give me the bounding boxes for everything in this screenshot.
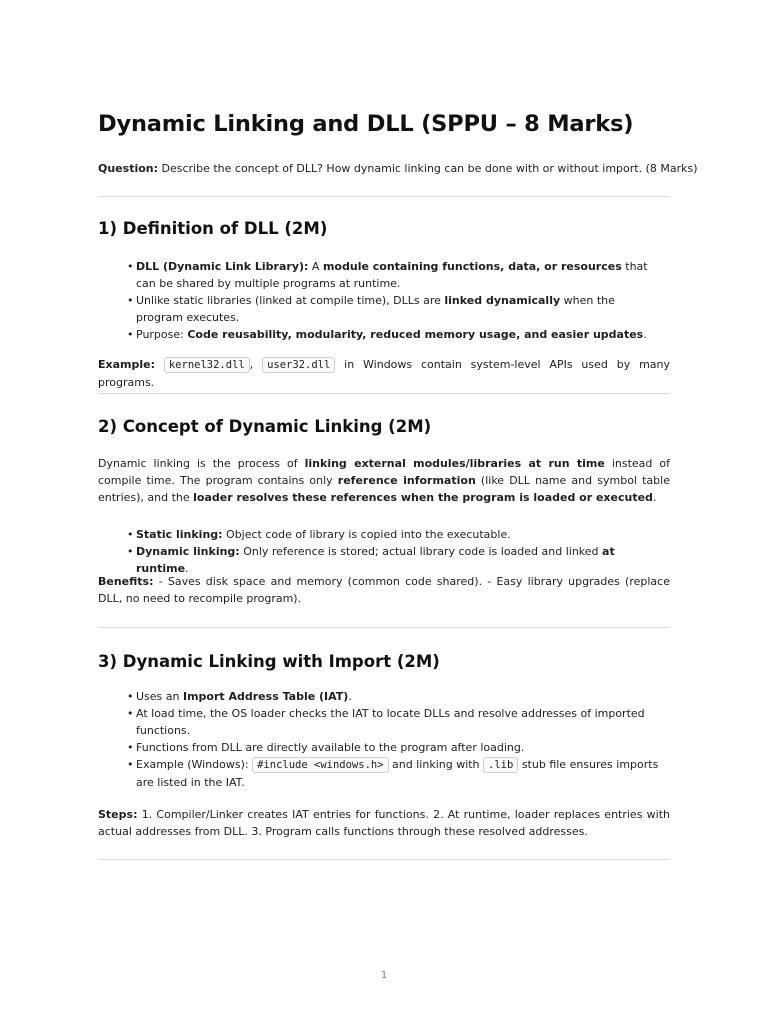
text: Dynamic linking is the process of bbox=[98, 457, 305, 470]
divider bbox=[98, 393, 670, 394]
list-item bbox=[98, 526, 670, 543]
bold-text: reference information bbox=[337, 474, 476, 487]
section-3-list bbox=[98, 688, 670, 791]
section-2-heading: 2) Concept of Dynamic Linking (2M) bbox=[98, 417, 432, 436]
benefits-label: Benefits: bbox=[98, 575, 154, 588]
text: , bbox=[249, 358, 263, 371]
text: Unlike static libraries (linked at compile time), DLLs are bbox=[136, 294, 445, 307]
text: in Windows contain system-level APIs used by many programs. bbox=[98, 358, 671, 389]
divider bbox=[98, 196, 670, 197]
section-3-heading: 3) Dynamic Linking with Import (2M) bbox=[98, 652, 440, 671]
text: . bbox=[652, 491, 657, 504]
list-item bbox=[98, 292, 670, 326]
text: At load time, the OS loader checks the IAT to locate DLLs and resolve addresses of imported functions. bbox=[136, 707, 645, 737]
list-item bbox=[98, 258, 670, 292]
section-1-heading: 1) Definition of DLL (2M) bbox=[98, 219, 328, 238]
bold-text: Code reusability, modularity, reduced memory usage, and easier updates bbox=[187, 328, 644, 341]
text: 1. Compiler/Linker creates IAT entries for functions. 2. At runtime, loader replaces entries with actual addresses from DLL. 3. Program calls functions through these resolved addresses. bbox=[98, 808, 670, 838]
text: Only reference is stored; actual library code is loaded and linked bbox=[239, 545, 603, 558]
text: . bbox=[185, 562, 189, 575]
text: stub file ensures imports are listed in the IAT. bbox=[136, 758, 659, 789]
text: . bbox=[643, 328, 647, 341]
inline-code: kernel32.dll bbox=[164, 357, 250, 373]
text: Purpose: bbox=[136, 328, 188, 341]
list-item bbox=[98, 543, 670, 577]
text: . bbox=[348, 690, 352, 703]
bold-text: linking external modules/libraries at run time bbox=[304, 457, 605, 470]
text: Object code of library is copied into the executable. bbox=[222, 528, 511, 541]
concept-paragraph bbox=[98, 455, 670, 506]
example-label: Example: bbox=[98, 358, 155, 371]
text: Example (Windows): bbox=[136, 758, 253, 771]
list-item bbox=[98, 688, 670, 705]
example-paragraph bbox=[98, 356, 670, 391]
text: instead of compile time. The program contains only bbox=[98, 457, 670, 487]
list-item bbox=[98, 705, 670, 739]
question-text: Describe the concept of DLL? How dynamic linking can be done with or without import. (8 Marks) bbox=[158, 162, 698, 175]
divider bbox=[98, 627, 670, 628]
inline-code: .lib bbox=[483, 757, 518, 773]
section-2-list bbox=[98, 526, 670, 577]
list-item bbox=[98, 326, 670, 343]
text: Functions from DLL are directly available to the program after loading. bbox=[136, 741, 525, 754]
text: that can be shared by multiple programs at runtime. bbox=[136, 260, 648, 290]
steps-paragraph bbox=[98, 806, 670, 840]
list-item bbox=[98, 739, 670, 756]
page-title: Dynamic Linking and DLL (SPPU – 8 Marks) bbox=[98, 111, 634, 137]
text: Uses an bbox=[136, 690, 183, 703]
text: (like DLL name and symbol table entries), and the bbox=[98, 474, 670, 504]
text: when the program executes. bbox=[136, 294, 615, 324]
question-label: Question: bbox=[98, 162, 159, 175]
list-item bbox=[98, 756, 670, 791]
benefits-paragraph bbox=[98, 573, 670, 607]
section-1-list bbox=[98, 258, 670, 343]
text: and linking with bbox=[388, 758, 484, 771]
question-paragraph bbox=[98, 160, 698, 177]
bold-text: Dynamic linking: bbox=[136, 545, 240, 558]
steps-label: Steps: bbox=[98, 808, 138, 821]
bold-text: linked dynamically bbox=[444, 294, 561, 307]
inline-code: #include <windows.h> bbox=[252, 757, 388, 773]
bold-text: Import Address Table (IAT) bbox=[183, 690, 349, 703]
inline-code: user32.dll bbox=[262, 357, 335, 373]
bold-text: at runtime bbox=[136, 545, 615, 575]
bold-text: loader resolves these references when the program is loaded or executed bbox=[193, 491, 653, 504]
bold-text: Static linking: bbox=[136, 528, 223, 541]
text: - Saves disk space and memory (common code shared). - Easy library upgrades (replace DLL, no need to recompile program). bbox=[98, 575, 670, 605]
page-number: 1 bbox=[380, 970, 388, 981]
text: A bbox=[308, 260, 323, 273]
bold-text: DLL (Dynamic Link Library): bbox=[136, 260, 309, 273]
bold-text: module containing functions, data, or resources bbox=[322, 260, 622, 273]
divider bbox=[98, 859, 670, 860]
